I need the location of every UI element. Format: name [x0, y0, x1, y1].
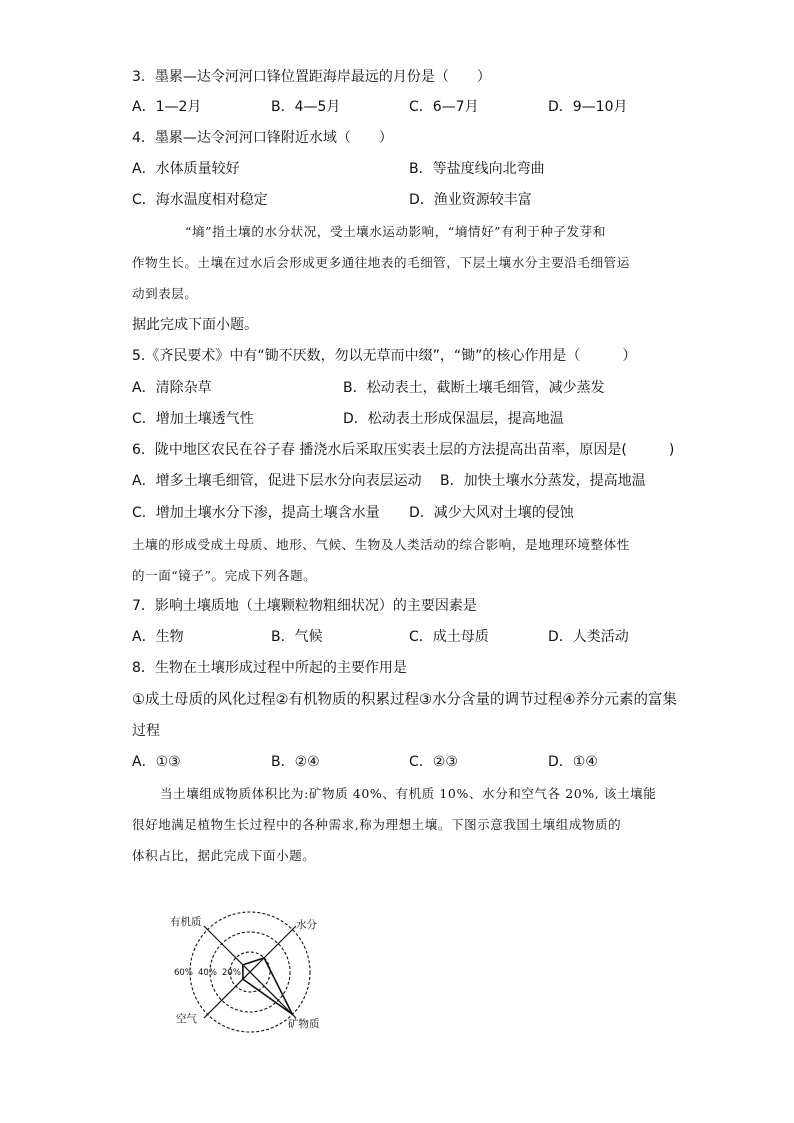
label-60-percent: 60% [174, 968, 193, 978]
passage3-line-1: 土壤的形成受成土母质、地形、气候、生物及人类活动的综合影响，是地理环境整体性 [132, 537, 630, 552]
label-organic: 有机质 [170, 916, 202, 928]
passage2-line-3: 动到表层。 [132, 286, 198, 301]
label-water: 水分 [296, 919, 317, 931]
q5-stem: 5.《齐民要术》中有“锄不厌数，勿以无草而中缀”，“锄”的核心作用是（ ） [132, 348, 637, 364]
label-mineral: 矿物质 [288, 1018, 320, 1030]
passage3-line-2: 的一面“镜子”。完成下列各题。 [132, 568, 317, 583]
label-40-percent: 40% [198, 968, 217, 978]
q8-stem-line-3: 过程 [132, 723, 160, 739]
q7-option-a[interactable]: A．生物 [132, 629, 184, 645]
q8-option-b[interactable]: B．②④ [271, 754, 320, 770]
q6-option-d[interactable]: D．减少大风对土壤的侵蚀 [409, 505, 574, 521]
q3-option-c[interactable]: C．6—7月 [409, 99, 479, 115]
q8-option-a[interactable]: A．①③ [132, 754, 181, 770]
label-20-percent: 20% [222, 968, 241, 978]
q8-option-c[interactable]: C．②③ [409, 754, 458, 770]
q7-option-b[interactable]: B．气候 [271, 629, 323, 645]
passage2-line-1: “墒”指土壤的水分状况，受土壤水运动影响，“墒情好”有利于种子发芽和 [185, 224, 606, 239]
q5-option-a[interactable]: A．清除杂草 [132, 380, 212, 396]
q5-option-b[interactable]: B．松动表土，截断土壤毛细管，减少蒸发 [343, 380, 605, 396]
q4-option-d[interactable]: D．渔业资源较丰富 [409, 192, 532, 208]
q4-option-c[interactable]: C．海水温度相对稳定 [132, 192, 268, 208]
q6-option-b[interactable]: B．加快土壤水分蒸发，提高地温 [440, 473, 646, 489]
passage4-line-1: 当土壤组成物质体积比为:矿物质 40%、有机质 10%、水分和空气各 20%, 该土壤能 [160, 786, 657, 801]
q7-option-c[interactable]: C．成土母质 [409, 629, 489, 645]
q8-option-d[interactable]: D．①④ [548, 754, 598, 770]
composition-polygon [243, 958, 293, 1015]
passage2-instruction: 据此完成下面小题。 [132, 317, 258, 333]
q7-option-d[interactable]: D．人类活动 [548, 629, 629, 645]
soil-composition-diagram [160, 905, 340, 1035]
passage4-line-3: 体积占比，据此完成下面小题。 [132, 848, 316, 863]
q4-option-a[interactable]: A．水体质量较好 [132, 161, 240, 177]
q6-option-a[interactable]: A．增多土壤毛细管，促进下层水分向表层运动 [132, 473, 422, 489]
q6-option-c[interactable]: C．增加土壤水分下渗，提高土壤含水量 [132, 505, 380, 521]
q5-option-c[interactable]: C．增加土壤透气性 [132, 411, 254, 427]
q3-stem: 3．墨累—达令河河口锋位置距海岸最远的月份是（ ） [132, 69, 491, 85]
q7-stem: 7．影响土壤质地（土壤颗粒物粗细状况）的主要因素是 [132, 598, 477, 614]
q5-option-d[interactable]: D．松动表土形成保温层，提高地温 [343, 411, 564, 427]
q3-option-a[interactable]: A．1—2月 [132, 99, 202, 115]
q3-option-b[interactable]: B．4—5月 [271, 99, 341, 115]
label-air: 空气 [176, 1013, 197, 1025]
q4-stem: 4．墨累—达令河河口锋附近水域（ ） [132, 130, 393, 146]
q8-stem-line-2: ①成土母质的风化过程②有机物质的积累过程③水分含量的调节过程④养分元素的富集 [132, 692, 677, 708]
q6-stem: 6．陇中地区农民在谷子春 播浇水后采取压实表土层的方法提高出苗率，原因是( ) [132, 442, 675, 458]
passage4-line-2: 很好地满足植物生长过程中的各种需求,称为理想土壤。下图示意我国土壤组成物质的 [132, 817, 622, 832]
q3-option-d[interactable]: D．9—10月 [548, 99, 628, 115]
q4-option-b[interactable]: B．等盐度线向北弯曲 [409, 161, 545, 177]
passage2-line-2: 作物生长。土壤在过水后会形成更多通往地表的毛细管，下层土壤水分主要沿毛细管运 [132, 255, 630, 270]
q8-stem: 8．生物在土壤形成过程中所起的主要作用是 [132, 660, 407, 676]
